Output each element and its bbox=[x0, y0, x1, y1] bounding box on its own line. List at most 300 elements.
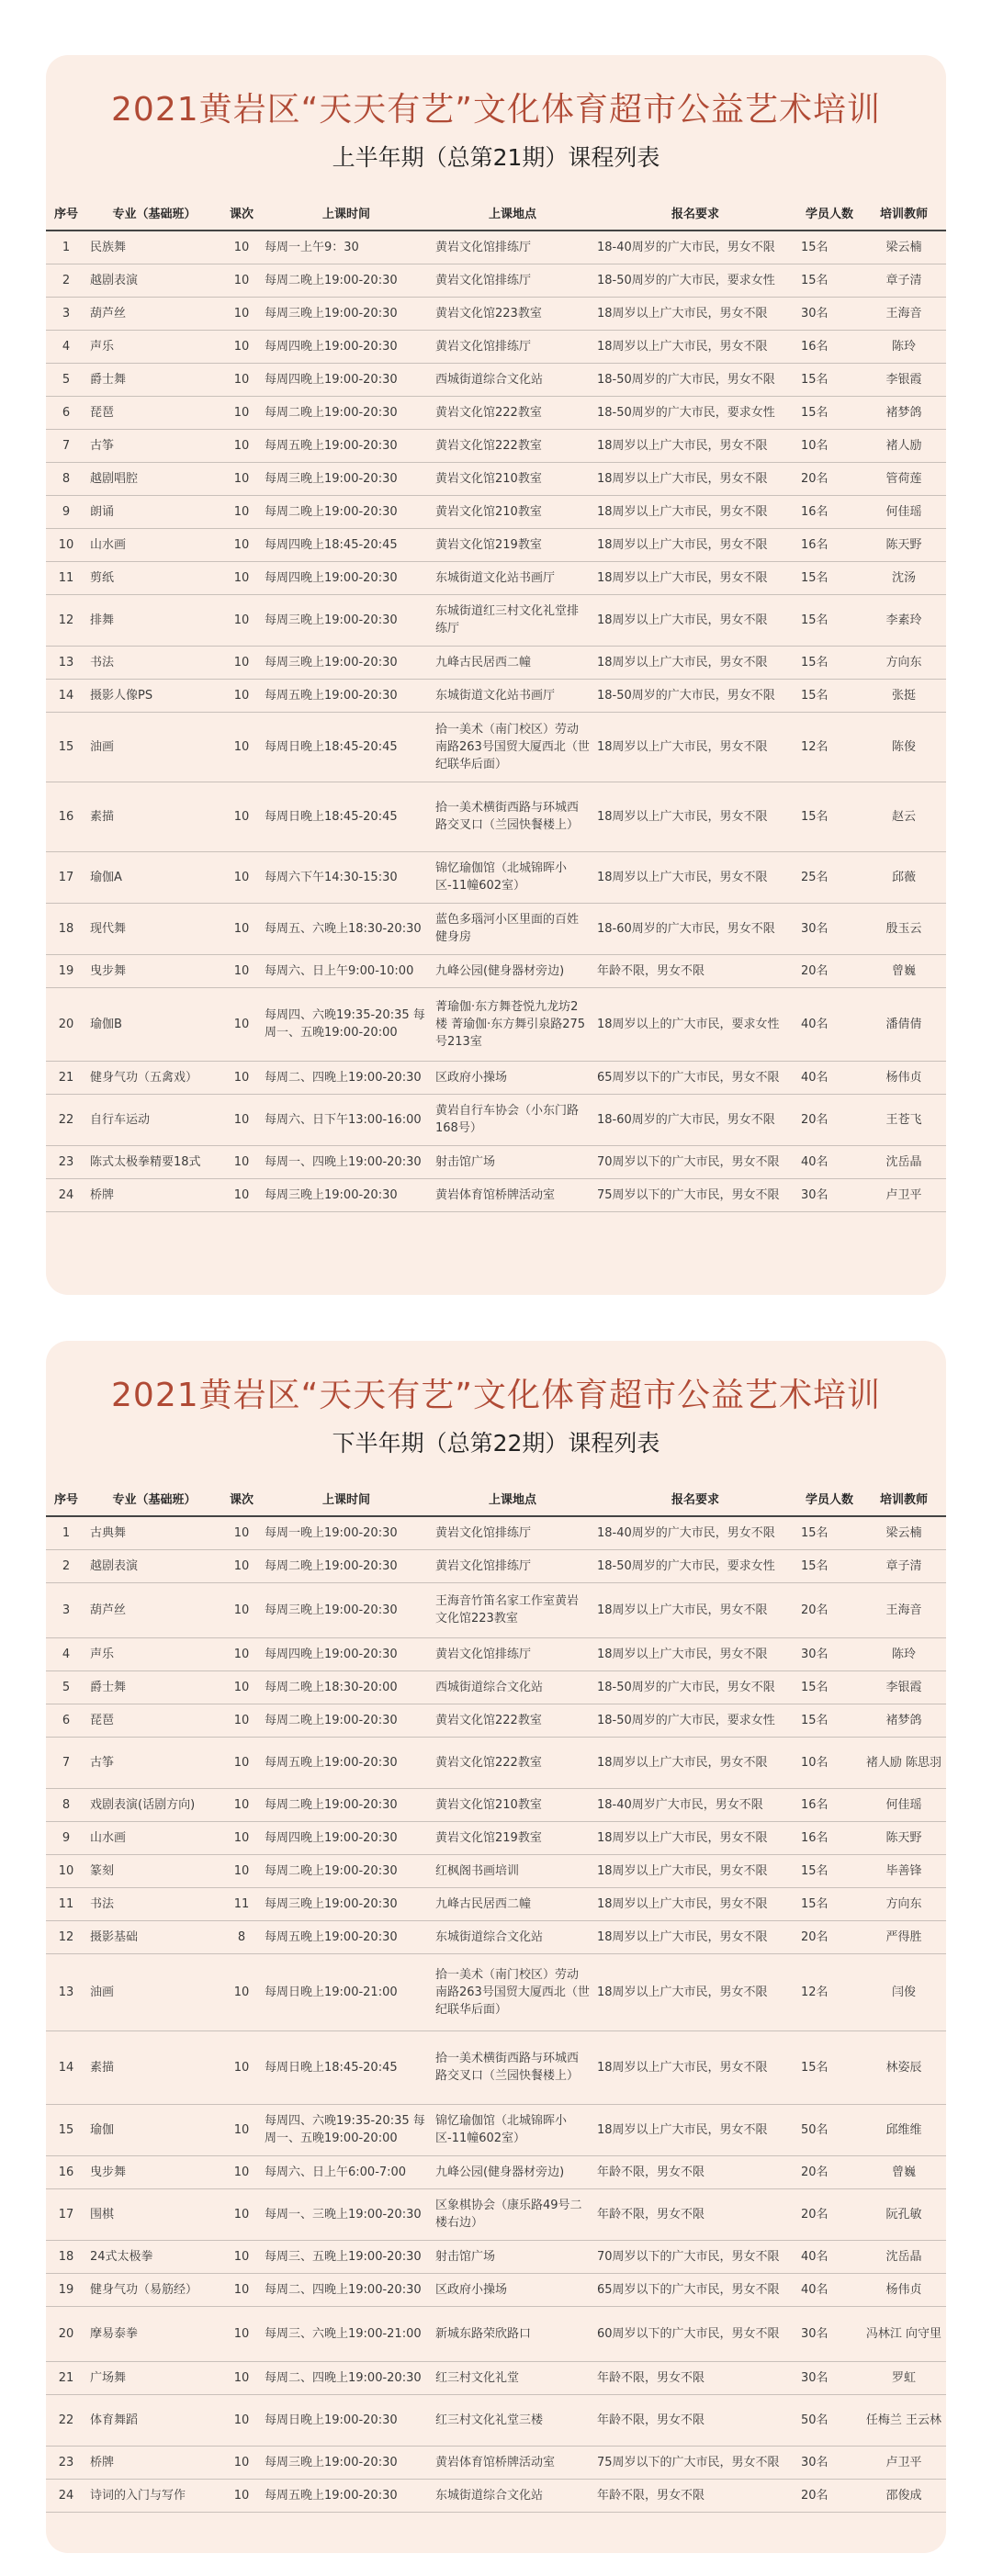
class-location-cell: 菁瑜伽·东方舞苍悦九龙坊2楼 菁瑜伽·东方舞引泉路275号213室 bbox=[432, 987, 593, 1061]
session-count-cell: 10 bbox=[222, 1061, 261, 1094]
course-major-cell: 诗词的入门与写作 bbox=[86, 2479, 222, 2512]
teacher-cell: 邱维维 bbox=[862, 2104, 946, 2155]
teacher-cell: 王海音 bbox=[862, 1582, 946, 1637]
enrollment-requirement-cell: 18-60周岁的广大市民，男女不限 bbox=[593, 903, 797, 954]
teacher-cell: 方向东 bbox=[862, 646, 946, 679]
session-count-cell: 10 bbox=[222, 1516, 261, 1549]
class-time-cell: 每周一上午9：30 bbox=[261, 231, 432, 264]
row-number-cell: 14 bbox=[46, 2030, 86, 2104]
header-student-count: 学员人数 bbox=[797, 1480, 862, 1516]
student-count-cell: 30名 bbox=[797, 1178, 862, 1211]
teacher-cell: 李银霞 bbox=[862, 363, 946, 396]
session-count-cell: 10 bbox=[222, 782, 261, 851]
class-time-cell: 每周二晚上19:00-20:30 bbox=[261, 1704, 432, 1737]
course-list-card-second-half bbox=[46, 1341, 946, 2553]
table-row bbox=[46, 954, 946, 987]
session-count-cell: 10 bbox=[222, 231, 261, 264]
table-row bbox=[46, 1516, 946, 1549]
session-count-cell: 10 bbox=[222, 363, 261, 396]
course-major-cell: 健身气功（易筋经） bbox=[86, 2273, 222, 2306]
class-location-cell: 东城街道文化站书画厅 bbox=[432, 679, 593, 712]
session-count-cell: 10 bbox=[222, 396, 261, 429]
course-major-cell: 广场舞 bbox=[86, 2361, 222, 2394]
student-count-cell: 40名 bbox=[797, 1145, 862, 1178]
class-time-cell: 每周四晚上19:00-20:30 bbox=[261, 363, 432, 396]
class-time-cell: 每周二晚上19:00-20:30 bbox=[261, 264, 432, 297]
session-count-cell: 10 bbox=[222, 462, 261, 495]
student-count-cell: 15名 bbox=[797, 2030, 862, 2104]
student-count-cell: 20名 bbox=[797, 954, 862, 987]
teacher-cell: 章子清 bbox=[862, 1549, 946, 1582]
row-number-cell: 4 bbox=[46, 330, 86, 363]
enrollment-requirement-cell: 18周岁以上广大市民，男女不限 bbox=[593, 646, 797, 679]
session-count-cell: 10 bbox=[222, 2104, 261, 2155]
enrollment-requirement-cell: 18-40周岁广大市民，男女不限 bbox=[593, 1788, 797, 1821]
class-location-cell: 黄岩文化馆排练厅 bbox=[432, 231, 593, 264]
header-course-major: 专业（基础班） bbox=[86, 195, 222, 231]
class-location-cell: 射击馆广场 bbox=[432, 1145, 593, 1178]
teacher-cell: 赵云 bbox=[862, 782, 946, 851]
card-title: 2021黄岩区“天天有艺”文化体育超市公益艺术培训 bbox=[111, 91, 881, 129]
student-count-cell: 25名 bbox=[797, 851, 862, 903]
table-row bbox=[46, 1737, 946, 1788]
session-count-cell: 10 bbox=[222, 2188, 261, 2240]
course-major-cell: 24式太极拳 bbox=[86, 2240, 222, 2273]
student-count-cell: 30名 bbox=[797, 2306, 862, 2361]
student-count-cell: 20名 bbox=[797, 1582, 862, 1637]
class-time-cell: 每周三晚上19:00-20:30 bbox=[261, 1178, 432, 1211]
table-row bbox=[46, 1920, 946, 1953]
course-table bbox=[46, 1480, 946, 2513]
class-time-cell: 每周一、三晚上19:00-20:30 bbox=[261, 2188, 432, 2240]
class-location-cell: 黄岩文化馆210教室 bbox=[432, 1788, 593, 1821]
table-row bbox=[46, 1887, 946, 1920]
student-count-cell: 40名 bbox=[797, 1061, 862, 1094]
table-row bbox=[46, 903, 946, 954]
student-count-cell: 15名 bbox=[797, 1704, 862, 1737]
table-row bbox=[46, 2188, 946, 2240]
table-row bbox=[46, 2240, 946, 2273]
class-location-cell: 黄岩文化馆210教室 bbox=[432, 495, 593, 528]
header-class-time: 上课时间 bbox=[261, 1480, 432, 1516]
class-location-cell: 红三村文化礼堂三楼 bbox=[432, 2394, 593, 2446]
session-count-cell: 10 bbox=[222, 1788, 261, 1821]
student-count-cell: 15名 bbox=[797, 1516, 862, 1549]
class-location-cell: 黄岩文化馆排练厅 bbox=[432, 264, 593, 297]
session-count-cell: 10 bbox=[222, 594, 261, 646]
row-number-cell: 21 bbox=[46, 2361, 86, 2394]
class-location-cell: 区政府小操场 bbox=[432, 1061, 593, 1094]
class-time-cell: 每周五、六晚上18:30-20:30 bbox=[261, 903, 432, 954]
student-count-cell: 20名 bbox=[797, 1920, 862, 1953]
session-count-cell: 10 bbox=[222, 646, 261, 679]
session-count-cell: 10 bbox=[222, 1637, 261, 1670]
class-location-cell: 九峰古民居西二幢 bbox=[432, 646, 593, 679]
class-time-cell: 每周三晚上19:00-20:30 bbox=[261, 2446, 432, 2479]
course-major-cell: 爵士舞 bbox=[86, 363, 222, 396]
session-count-cell: 10 bbox=[222, 297, 261, 330]
session-count-cell: 10 bbox=[222, 2273, 261, 2306]
header-enrollment-requirement: 报名要求 bbox=[593, 195, 797, 231]
enrollment-requirement-cell: 18-40周岁的广大市民，男女不限 bbox=[593, 1516, 797, 1549]
session-count-cell: 10 bbox=[222, 528, 261, 561]
session-count-cell: 10 bbox=[222, 712, 261, 782]
row-number-cell: 17 bbox=[46, 2188, 86, 2240]
session-count-cell: 10 bbox=[222, 1094, 261, 1145]
course-major-cell: 曳步舞 bbox=[86, 2155, 222, 2188]
row-number-cell: 9 bbox=[46, 495, 86, 528]
student-count-cell: 20名 bbox=[797, 2155, 862, 2188]
row-number-cell: 19 bbox=[46, 2273, 86, 2306]
row-number-cell: 20 bbox=[46, 2306, 86, 2361]
table-row bbox=[46, 1704, 946, 1737]
row-number-cell: 24 bbox=[46, 1178, 86, 1211]
table-row bbox=[46, 679, 946, 712]
class-location-cell: 拾一美术横街西路与环城西路交叉口（兰园快餐楼上） bbox=[432, 782, 593, 851]
row-number-cell: 20 bbox=[46, 987, 86, 1061]
student-count-cell: 15名 bbox=[797, 1670, 862, 1704]
student-count-cell: 15名 bbox=[797, 264, 862, 297]
row-number-cell: 24 bbox=[46, 2479, 86, 2512]
header-class-location: 上课地点 bbox=[432, 195, 593, 231]
class-time-cell: 每周二晚上18:30-20:00 bbox=[261, 1670, 432, 1704]
row-number-cell: 22 bbox=[46, 2394, 86, 2446]
row-number-cell: 12 bbox=[46, 1920, 86, 1953]
teacher-cell: 陈俊 bbox=[862, 712, 946, 782]
student-count-cell: 20名 bbox=[797, 2188, 862, 2240]
course-major-cell: 书法 bbox=[86, 646, 222, 679]
session-count-cell: 10 bbox=[222, 330, 261, 363]
teacher-cell: 曾巍 bbox=[862, 954, 946, 987]
teacher-cell: 李银霞 bbox=[862, 1670, 946, 1704]
table-row bbox=[46, 2361, 946, 2394]
student-count-cell: 15名 bbox=[797, 1549, 862, 1582]
teacher-cell: 沈汤 bbox=[862, 561, 946, 594]
row-number-cell: 1 bbox=[46, 231, 86, 264]
enrollment-requirement-cell: 18周岁以上广大市民，男女不限 bbox=[593, 330, 797, 363]
teacher-cell: 冯林江 向守里 bbox=[862, 2306, 946, 2361]
class-location-cell: 黄岩文化馆排练厅 bbox=[432, 1516, 593, 1549]
row-number-cell: 23 bbox=[46, 1145, 86, 1178]
class-location-cell: 黄岩文化馆222教室 bbox=[432, 1704, 593, 1737]
table-row bbox=[46, 528, 946, 561]
enrollment-requirement-cell: 18周岁以上广大市民，男女不限 bbox=[593, 1737, 797, 1788]
session-count-cell: 10 bbox=[222, 1854, 261, 1887]
student-count-cell: 20名 bbox=[797, 462, 862, 495]
row-number-cell: 8 bbox=[46, 1788, 86, 1821]
teacher-cell: 方向东 bbox=[862, 1887, 946, 1920]
class-time-cell: 每周四、六晚19:35-20:35 每周一、五晚19:00-20:00 bbox=[261, 2104, 432, 2155]
enrollment-requirement-cell: 18-50周岁的广大市民，要求女性 bbox=[593, 1549, 797, 1582]
row-number-cell: 6 bbox=[46, 396, 86, 429]
course-major-cell: 围棋 bbox=[86, 2188, 222, 2240]
table-row bbox=[46, 2479, 946, 2512]
course-major-cell: 瑜伽A bbox=[86, 851, 222, 903]
student-count-cell: 50名 bbox=[797, 2104, 862, 2155]
teacher-cell: 褚人励 陈思羽 bbox=[862, 1737, 946, 1788]
row-number-cell: 18 bbox=[46, 903, 86, 954]
table-row bbox=[46, 1637, 946, 1670]
table-row bbox=[46, 2104, 946, 2155]
class-location-cell: 拾一美术横街西路与环城西路交叉口（兰园快餐楼上） bbox=[432, 2030, 593, 2104]
enrollment-requirement-cell: 70周岁以下的广大市民，男女不限 bbox=[593, 2240, 797, 2273]
class-location-cell: 九峰公园(健身器材旁边) bbox=[432, 2155, 593, 2188]
student-count-cell: 12名 bbox=[797, 1953, 862, 2030]
enrollment-requirement-cell: 18-60周岁的广大市民，男女不限 bbox=[593, 1094, 797, 1145]
class-location-cell: 东城街道红三村文化礼堂排练厅 bbox=[432, 594, 593, 646]
course-list-card-first-half bbox=[46, 55, 946, 1295]
class-location-cell: 黄岩文化馆排练厅 bbox=[432, 330, 593, 363]
teacher-cell: 褚人励 bbox=[862, 429, 946, 462]
student-count-cell: 20名 bbox=[797, 1094, 862, 1145]
table-row bbox=[46, 594, 946, 646]
row-number-cell: 22 bbox=[46, 1094, 86, 1145]
student-count-cell: 15名 bbox=[797, 363, 862, 396]
class-location-cell: 新城东路荣欣路口 bbox=[432, 2306, 593, 2361]
student-count-cell: 15名 bbox=[797, 594, 862, 646]
teacher-cell: 李素玲 bbox=[862, 594, 946, 646]
session-count-cell: 10 bbox=[222, 1953, 261, 2030]
teacher-cell: 张挺 bbox=[862, 679, 946, 712]
enrollment-requirement-cell: 18周岁以上广大市民，男女不限 bbox=[593, 712, 797, 782]
course-major-cell: 越剧表演 bbox=[86, 1549, 222, 1582]
row-number-cell: 7 bbox=[46, 1737, 86, 1788]
teacher-cell: 陈天野 bbox=[862, 1821, 946, 1854]
class-location-cell: 黄岩文化馆222教室 bbox=[432, 396, 593, 429]
row-number-cell: 6 bbox=[46, 1704, 86, 1737]
enrollment-requirement-cell: 18周岁以上的广大市民，要求女性 bbox=[593, 987, 797, 1061]
class-time-cell: 每周一、四晚上19:00-20:30 bbox=[261, 1145, 432, 1178]
row-number-cell: 5 bbox=[46, 363, 86, 396]
student-count-cell: 10名 bbox=[797, 429, 862, 462]
session-count-cell: 10 bbox=[222, 987, 261, 1061]
class-time-cell: 每周日晚上19:00-20:30 bbox=[261, 2394, 432, 2446]
course-major-cell: 自行车运动 bbox=[86, 1094, 222, 1145]
row-number-cell: 18 bbox=[46, 2240, 86, 2273]
class-location-cell: 黄岩文化馆223教室 bbox=[432, 297, 593, 330]
class-time-cell: 每周六下午14:30-15:30 bbox=[261, 851, 432, 903]
row-number-cell: 3 bbox=[46, 297, 86, 330]
course-major-cell: 声乐 bbox=[86, 1637, 222, 1670]
class-location-cell: 黄岩文化馆219教室 bbox=[432, 528, 593, 561]
class-time-cell: 每周三晚上19:00-20:30 bbox=[261, 594, 432, 646]
teacher-cell: 陈玲 bbox=[862, 1637, 946, 1670]
student-count-cell: 16名 bbox=[797, 1788, 862, 1821]
enrollment-requirement-cell: 65周岁以下的广大市民，男女不限 bbox=[593, 1061, 797, 1094]
course-major-cell: 油画 bbox=[86, 712, 222, 782]
course-table bbox=[46, 195, 946, 1212]
class-location-cell: 九峰公园(健身器材旁边) bbox=[432, 954, 593, 987]
class-location-cell: 拾一美术（南门校区）劳动南路263号国贸大厦西北（世纪联华后面） bbox=[432, 1953, 593, 2030]
enrollment-requirement-cell: 18-50周岁的广大市民，男女不限 bbox=[593, 679, 797, 712]
class-time-cell: 每周六、日下午13:00-16:00 bbox=[261, 1094, 432, 1145]
course-major-cell: 古筝 bbox=[86, 1737, 222, 1788]
enrollment-requirement-cell: 18周岁以上广大市民，男女不限 bbox=[593, 782, 797, 851]
row-number-cell: 1 bbox=[46, 1516, 86, 1549]
enrollment-requirement-cell: 年龄不限，男女不限 bbox=[593, 2155, 797, 2188]
teacher-cell: 陈天野 bbox=[862, 528, 946, 561]
table-header-row bbox=[46, 1480, 946, 1516]
enrollment-requirement-cell: 65周岁以下的广大市民，男女不限 bbox=[593, 2273, 797, 2306]
table-row bbox=[46, 1061, 946, 1094]
class-location-cell: 锦忆瑜伽馆（北城锦晖小区-11幢602室） bbox=[432, 851, 593, 903]
table-row bbox=[46, 1821, 946, 1854]
enrollment-requirement-cell: 18周岁以上广大市民，男女不限 bbox=[593, 1582, 797, 1637]
course-major-cell: 山水画 bbox=[86, 1821, 222, 1854]
teacher-cell: 沈岳晶 bbox=[862, 1145, 946, 1178]
enrollment-requirement-cell: 18周岁以上广大市民，男女不限 bbox=[593, 429, 797, 462]
class-location-cell: 黄岩自行车协会（小东门路168号） bbox=[432, 1094, 593, 1145]
table-row bbox=[46, 1582, 946, 1637]
course-major-cell: 古典舞 bbox=[86, 1516, 222, 1549]
course-major-cell: 陈式太极拳精要18式 bbox=[86, 1145, 222, 1178]
enrollment-requirement-cell: 18周岁以上广大市民，男女不限 bbox=[593, 1821, 797, 1854]
teacher-cell: 杨伟贞 bbox=[862, 1061, 946, 1094]
class-location-cell: 东城街道综合文化站 bbox=[432, 1920, 593, 1953]
student-count-cell: 20名 bbox=[797, 2479, 862, 2512]
student-count-cell: 16名 bbox=[797, 1821, 862, 1854]
teacher-cell: 杨伟贞 bbox=[862, 2273, 946, 2306]
student-count-cell: 16名 bbox=[797, 495, 862, 528]
session-count-cell: 10 bbox=[222, 1670, 261, 1704]
course-major-cell: 瑜伽B bbox=[86, 987, 222, 1061]
course-major-cell: 书法 bbox=[86, 1887, 222, 1920]
session-count-cell: 10 bbox=[222, 1737, 261, 1788]
class-location-cell: 黄岩体育馆桥牌活动室 bbox=[432, 2446, 593, 2479]
enrollment-requirement-cell: 75周岁以下的广大市民，男女不限 bbox=[593, 1178, 797, 1211]
teacher-cell: 邱薇 bbox=[862, 851, 946, 903]
teacher-cell: 王苍飞 bbox=[862, 1094, 946, 1145]
enrollment-requirement-cell: 18-50周岁的广大市民，要求女性 bbox=[593, 1704, 797, 1737]
teacher-cell: 沈岳晶 bbox=[862, 2240, 946, 2273]
table-row bbox=[46, 1953, 946, 2030]
row-number-cell: 19 bbox=[46, 954, 86, 987]
course-major-cell: 戏剧表演(话剧方向) bbox=[86, 1788, 222, 1821]
table-row bbox=[46, 2306, 946, 2361]
course-major-cell: 摄影人像PS bbox=[86, 679, 222, 712]
session-count-cell: 10 bbox=[222, 1821, 261, 1854]
teacher-cell: 陈玲 bbox=[862, 330, 946, 363]
class-time-cell: 每周四、六晚19:35-20:35 每周一、五晚19:00-20:00 bbox=[261, 987, 432, 1061]
session-count-cell: 10 bbox=[222, 2240, 261, 2273]
table-row bbox=[46, 1854, 946, 1887]
session-count-cell: 10 bbox=[222, 851, 261, 903]
teacher-cell: 严得胜 bbox=[862, 1920, 946, 1953]
enrollment-requirement-cell: 60周岁以下的广大市民，男女不限 bbox=[593, 2306, 797, 2361]
session-count-cell: 10 bbox=[222, 954, 261, 987]
student-count-cell: 40名 bbox=[797, 2240, 862, 2273]
class-time-cell: 每周二晚上19:00-20:30 bbox=[261, 1549, 432, 1582]
enrollment-requirement-cell: 18周岁以上广大市民，男女不限 bbox=[593, 528, 797, 561]
course-major-cell: 曳步舞 bbox=[86, 954, 222, 987]
class-time-cell: 每周日晚上18:45-20:45 bbox=[261, 2030, 432, 2104]
class-time-cell: 每周四晚上19:00-20:30 bbox=[261, 330, 432, 363]
row-number-cell: 4 bbox=[46, 1637, 86, 1670]
class-time-cell: 每周三、五晚上19:00-20:30 bbox=[261, 2240, 432, 2273]
row-number-cell: 3 bbox=[46, 1582, 86, 1637]
table-row bbox=[46, 2030, 946, 2104]
teacher-cell: 卢卫平 bbox=[862, 2446, 946, 2479]
teacher-cell: 卢卫平 bbox=[862, 1178, 946, 1211]
teacher-cell: 曾巍 bbox=[862, 2155, 946, 2188]
course-major-cell: 琵琶 bbox=[86, 396, 222, 429]
class-time-cell: 每周二、四晚上19:00-20:30 bbox=[261, 1061, 432, 1094]
teacher-cell: 梁云楠 bbox=[862, 1516, 946, 1549]
student-count-cell: 15名 bbox=[797, 231, 862, 264]
session-count-cell: 10 bbox=[222, 2446, 261, 2479]
enrollment-requirement-cell: 年龄不限，男女不限 bbox=[593, 954, 797, 987]
class-location-cell: 黄岩文化馆排练厅 bbox=[432, 1549, 593, 1582]
table-row bbox=[46, 712, 946, 782]
teacher-cell: 何佳瑶 bbox=[862, 495, 946, 528]
class-location-cell: 东城街道文化站书画厅 bbox=[432, 561, 593, 594]
row-number-cell: 8 bbox=[46, 462, 86, 495]
class-location-cell: 红三村文化礼堂 bbox=[432, 2361, 593, 2394]
enrollment-requirement-cell: 18-50周岁的广大市民，男女不限 bbox=[593, 1670, 797, 1704]
class-location-cell: 区象棋协会（康乐路49号二楼右边） bbox=[432, 2188, 593, 2240]
student-count-cell: 50名 bbox=[797, 2394, 862, 2446]
enrollment-requirement-cell: 年龄不限，男女不限 bbox=[593, 2361, 797, 2394]
enrollment-requirement-cell: 18周岁以上广大市民，男女不限 bbox=[593, 1920, 797, 1953]
session-count-cell: 10 bbox=[222, 2155, 261, 2188]
class-location-cell: 东城街道综合文化站 bbox=[432, 2479, 593, 2512]
student-count-cell: 30名 bbox=[797, 2446, 862, 2479]
class-time-cell: 每周三晚上19:00-20:30 bbox=[261, 297, 432, 330]
enrollment-requirement-cell: 70周岁以下的广大市民，男女不限 bbox=[593, 1145, 797, 1178]
student-count-cell: 30名 bbox=[797, 297, 862, 330]
table-row bbox=[46, 646, 946, 679]
header-teacher: 培训教师 bbox=[862, 1480, 946, 1516]
teacher-cell: 毕善锋 bbox=[862, 1854, 946, 1887]
table-row bbox=[46, 851, 946, 903]
table-row bbox=[46, 297, 946, 330]
table-row bbox=[46, 987, 946, 1061]
course-major-cell: 越剧唱腔 bbox=[86, 462, 222, 495]
teacher-cell: 潘倩倩 bbox=[862, 987, 946, 1061]
session-count-cell: 10 bbox=[222, 2361, 261, 2394]
course-major-cell: 山水画 bbox=[86, 528, 222, 561]
session-count-cell: 10 bbox=[222, 561, 261, 594]
course-major-cell: 民族舞 bbox=[86, 231, 222, 264]
course-major-cell: 桥牌 bbox=[86, 1178, 222, 1211]
student-count-cell: 16名 bbox=[797, 528, 862, 561]
row-number-cell: 16 bbox=[46, 782, 86, 851]
student-count-cell: 12名 bbox=[797, 712, 862, 782]
class-time-cell: 每周四晚上18:45-20:45 bbox=[261, 528, 432, 561]
class-time-cell: 每周五晚上19:00-20:30 bbox=[261, 2479, 432, 2512]
row-number-cell: 16 bbox=[46, 2155, 86, 2188]
class-time-cell: 每周三晚上19:00-20:30 bbox=[261, 1582, 432, 1637]
student-count-cell: 15名 bbox=[797, 1854, 862, 1887]
teacher-cell: 罗虹 bbox=[862, 2361, 946, 2394]
row-number-cell: 15 bbox=[46, 712, 86, 782]
class-time-cell: 每周四晚上19:00-20:30 bbox=[261, 561, 432, 594]
table-row bbox=[46, 1178, 946, 1211]
class-time-cell: 每周三晚上19:00-20:30 bbox=[261, 646, 432, 679]
course-major-cell: 朗诵 bbox=[86, 495, 222, 528]
session-count-cell: 8 bbox=[222, 1920, 261, 1953]
class-location-cell: 黄岩文化馆排练厅 bbox=[432, 1637, 593, 1670]
enrollment-requirement-cell: 18周岁以上广大市民，男女不限 bbox=[593, 297, 797, 330]
class-time-cell: 每周日晚上19:00-21:00 bbox=[261, 1953, 432, 2030]
teacher-cell: 何佳瑶 bbox=[862, 1788, 946, 1821]
teacher-cell: 王海音 bbox=[862, 297, 946, 330]
class-time-cell: 每周五晚上19:00-20:30 bbox=[261, 1737, 432, 1788]
course-major-cell: 葫芦丝 bbox=[86, 1582, 222, 1637]
row-number-cell: 10 bbox=[46, 528, 86, 561]
teacher-cell: 褚梦鸽 bbox=[862, 1704, 946, 1737]
course-major-cell: 摄影基础 bbox=[86, 1920, 222, 1953]
